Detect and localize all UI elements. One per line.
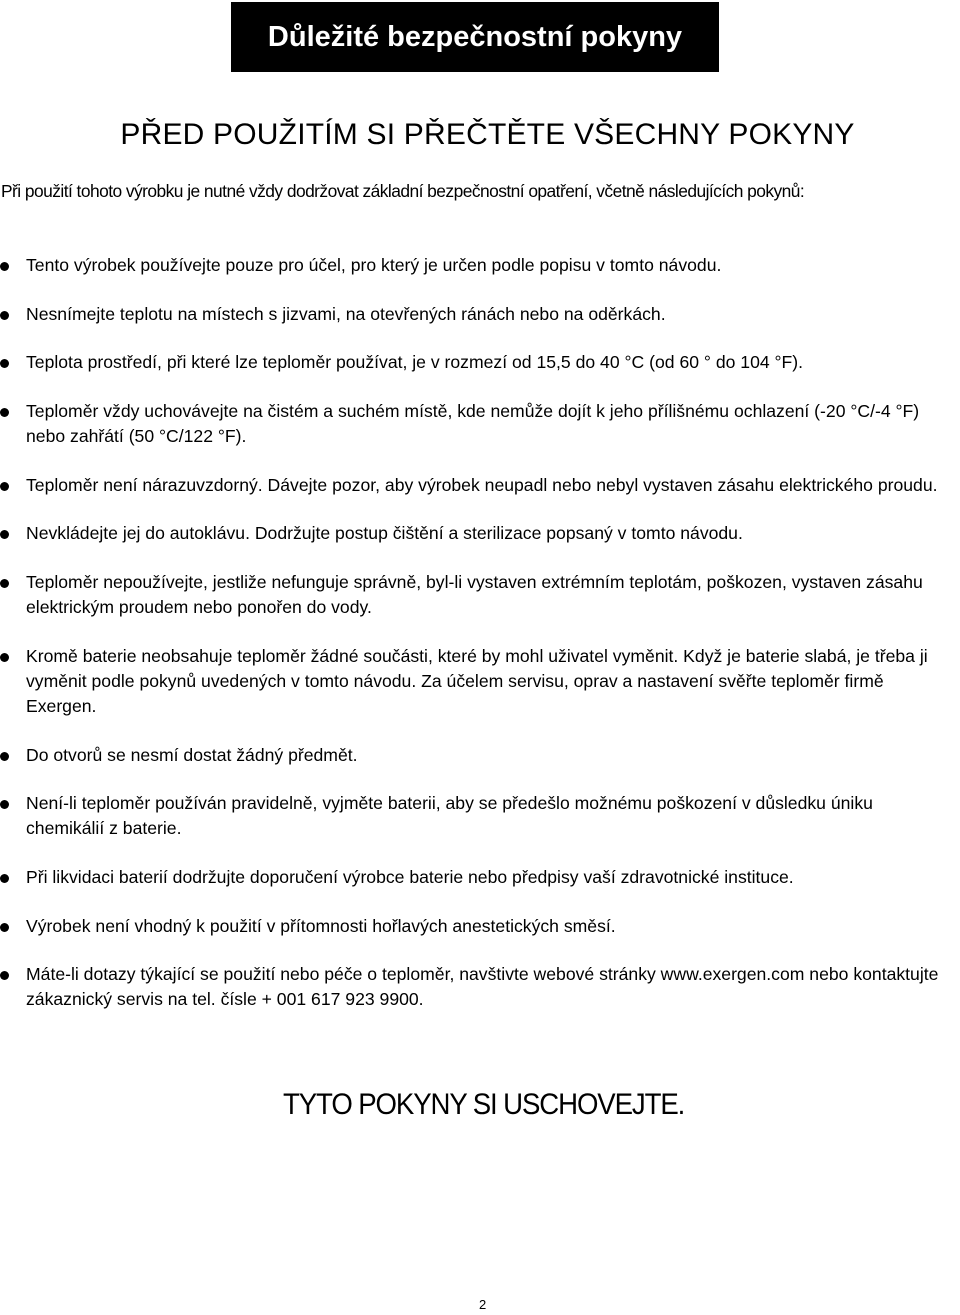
list-item-text: Nesnímejte teplotu na místech s jizvami, na otevřených ránách nebo na oděrkách. [26, 303, 666, 324]
list-item-text: Teploměr vždy uchovávejte na čistém a suchém místě, kde nemůže dojít k jeho přílišnému ochlazení (-20 °C/-4 °F) nebo zahřátí (50 °C/122 °F). [26, 401, 920, 447]
title-banner [231, 2, 719, 72]
list-item [0, 253, 945, 278]
list-item-text: Výrobek není vhodný k použití v přítomnosti hořlavých anestetických směsí. [26, 915, 616, 936]
bullet-icon [0, 408, 9, 417]
page-number: 2 [479, 1297, 487, 1312]
bullet-icon [0, 971, 9, 980]
bullet-icon [0, 359, 9, 368]
bullet-icon [0, 311, 9, 320]
list-item-text: Tento výrobek používejte pouze pro účel, pro který je určen podle popisu v tomto návodu. [26, 255, 722, 275]
list-item [0, 914, 945, 939]
bullet-icon [0, 653, 9, 662]
page-title: Důležité bezpečnostní pokyny [267, 20, 683, 53]
list-item [0, 350, 945, 375]
list-item-text: Teplota prostředí, při které lze teploměr používat, je v rozmezí od 15,5 do 40 °C (od 60 ° do 104 °F). [26, 352, 804, 373]
list-item-text: Do otvorů se nesmí dostat žádný předmět. [26, 744, 358, 765]
bullet-icon [0, 923, 9, 932]
footer-notice: TYTO POKYNY SI USCHOVEJTE. [283, 1088, 685, 1121]
list-item-text: Teploměr nepoužívejte, jestliže nefunguje správně, byl-li vystaven extrémním teplotám, poškozen, vystaven zásahu elektrickým proudem nebo ponořen do vody. [26, 572, 923, 618]
list-item [0, 791, 945, 841]
list-item [0, 473, 945, 498]
list-item [0, 865, 945, 890]
list-item [0, 644, 945, 719]
list-item [0, 521, 945, 546]
bullet-icon [0, 482, 9, 491]
list-item-text: Není-li teploměr používán pravidelně, vyjměte baterii, aby se předešlo možnému poškození v důsledku úniku chemikálií z baterie. [26, 793, 873, 839]
safety-instructions-list [0, 253, 945, 1036]
list-item [0, 743, 945, 768]
bullet-icon [0, 752, 9, 761]
section-heading: PŘED POUŽITÍM SI PŘEČTĚTE VŠECHNY POKYNY [120, 118, 855, 151]
list-item [0, 570, 945, 620]
list-item-text: Nevkládejte jej do autoklávu. Dodržujte postup čištění a sterilizace popsaný v tomto návodu. [26, 523, 743, 544]
list-item-text: Máte-li dotazy týkající se použití nebo péče o teploměr, navštivte webové stránky www.exergen.com nebo kontaktujte zákaznický servis na tel. čísle + 001 617 923 9900. [26, 964, 939, 1010]
list-item-text: Kromě baterie neobsahuje teploměr žádné součásti, které by mohl uživatel vyměnit. Když je baterie slabá, je třeba ji vyměnit podle pokynů uvedených v tomto návodu. Za účelem servisu, oprav a nastavení svěřte teploměr firmě Exergen. [26, 645, 928, 716]
list-item-text: Teploměr není nárazuvzdorný. Dávejte pozor, aby výrobek neupadl nebo nebyl vystaven zásahu elektrického proudu. [26, 474, 938, 495]
bullet-icon [0, 530, 9, 539]
list-item [0, 302, 945, 327]
list-item [0, 962, 945, 1012]
list-item [0, 399, 945, 449]
list-item-text: Při likvidaci baterií dodržujte doporučení výrobce baterie nebo předpisy vaší zdravotnické instituce. [26, 866, 794, 887]
bullet-icon [0, 800, 9, 809]
bullet-icon [0, 874, 9, 883]
bullet-icon [0, 579, 9, 588]
intro-text: Při použití tohoto výrobku je nutné vždy dodržovat základní bezpečnostní opatření, včetně následujících pokynů: [1, 181, 805, 201]
bullet-icon [0, 262, 9, 271]
